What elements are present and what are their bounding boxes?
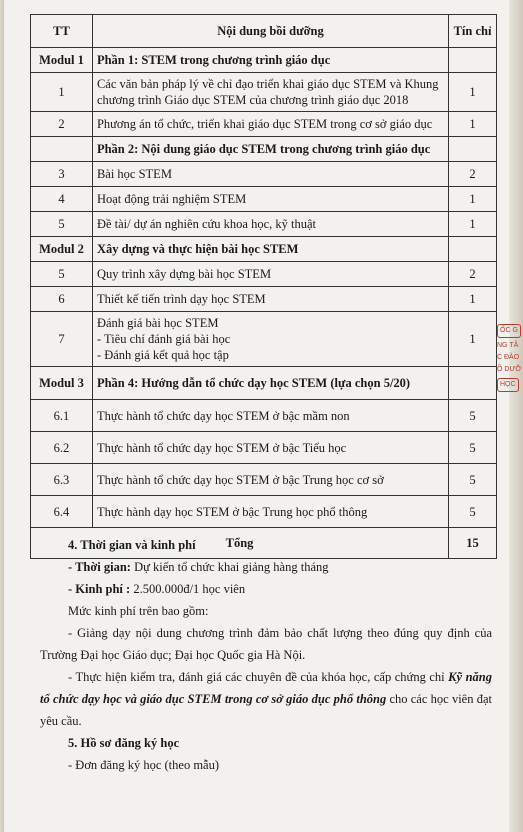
row-content: Thực hành tổ chức dạy học STEM ở bậc mầm non [92,400,448,432]
row-tt: 6.1 [31,400,93,432]
time-label: Thời gian: [75,560,131,574]
row-credit [449,48,497,73]
table-row [31,464,497,496]
fee-includes: Mức kinh phí trên bao gồm: [68,604,209,618]
row-tt: 5 [31,212,93,237]
row-content: Thiết kế tiến trình dạy học STEM [92,287,448,312]
section-5-heading: 5. Hồ sơ đăng ký học [68,736,180,750]
row-content: Các văn bản pháp lý về chỉ đạo triển khai giáo dục STEM và Khung chương trình Giáo dục STEM của chương trình giáo dục 2018 [92,73,448,112]
row-credit: 1 [449,312,497,367]
table-row [31,312,497,367]
table-row [31,48,497,73]
row-content: Phương án tổ chức, triển khai giáo dục STEM trong cơ sở giáo dục [92,112,448,137]
stamp-line: Ồ DƯỠ [497,366,522,373]
row-credit: 2 [449,162,497,187]
row-credit: 5 [449,496,497,528]
table-row [31,367,497,400]
row-credit [449,237,497,262]
document-page [4,0,518,832]
row-credit: 1 [449,187,497,212]
stamp-line: NG TÂ [497,342,519,349]
row-content: Phần 4: Hướng dẫn tổ chức dạy học STEM (lựa chọn 5/20) [92,367,448,400]
row-content: Bài học STEM [92,162,448,187]
fee-label: Kinh phí : [75,582,131,596]
red-stamp [497,322,523,422]
row-tt: 3 [31,162,93,187]
total-value: 15 [449,528,497,559]
row-tt: 1 [31,73,93,112]
table-row [31,162,497,187]
header-tt: TT [31,15,93,48]
section-4-heading: 4. Thời gian và kinh phí [68,538,196,552]
row-credit: 1 [449,212,497,237]
row-content: Xây dựng và thực hiện bài học STEM [92,237,448,262]
row-content: Thực hành tổ chức dạy học STEM ở bậc Tiểu học [92,432,448,464]
header-content: Nội dung bồi dưỡng [92,15,448,48]
row-credit: 1 [449,73,497,112]
row-content: Hoạt động trải nghiệm STEM [92,187,448,212]
stamp-line: C ĐÀO [497,354,520,361]
table-row [31,287,497,312]
document-body [40,534,492,776]
table-row [31,432,497,464]
row-credit [449,367,497,400]
time-line: - Thời gian: Dự kiến tổ chức khai giảng hàng tháng [68,560,329,574]
table-row [31,73,497,112]
row-content: Thực hành dạy học STEM ở bậc Trung học phổ thông [92,496,448,528]
row-content: Phần 2: Nội dung giáo dục STEM trong chương trình giáo dục [92,137,448,162]
curriculum-table [30,14,497,559]
table-header-row [31,15,497,48]
row-content: Đề tài/ dự án nghiên cứu khoa học, kỹ thuật [92,212,448,237]
header-credit: Tín chỉ [449,15,497,48]
row-content [92,312,448,367]
table-row [31,187,497,212]
bullet-2 [40,666,492,732]
row-credit: 1 [449,287,497,312]
bullet-2-text: - Thực hiện kiểm tra, đánh giá các chuyên đề của khóa học, cấp chứng chỉ [68,670,449,684]
row-credit: 2 [449,262,497,287]
row-content: Phần 1: STEM trong chương trình giáo dục [92,48,448,73]
row-tt: 6.3 [31,464,93,496]
section-5-item: - Đơn đăng ký học (theo mẫu) [68,758,220,772]
row-credit: 5 [449,400,497,432]
fee-line: - Kinh phí : 2.500.000đ/1 học viên [68,582,246,596]
time-text: Dự kiến tổ chức khai giảng hàng tháng [130,560,329,574]
row-tt: 6 [31,287,93,312]
stamp-line: ỐC G [497,324,521,338]
row-content: Quy trình xây dựng bài học STEM [92,262,448,287]
row-tt: 6.4 [31,496,93,528]
bullet-2-tail: cho các học viên đạt yêu cầu. [40,692,492,728]
table-row [31,237,497,262]
table-row [31,212,497,237]
table-row [31,137,497,162]
row-credit [449,137,497,162]
row-content: Thực hành tổ chức dạy học STEM ở bậc Trung học cơ sở [92,464,448,496]
certificate-name: Kỹ năng tổ chức dạy học và giáo dục STEM trong cơ sở giáo dục phổ thông [40,670,492,706]
bullet-1: - Giảng dạy nội dung chương trình đảm bảo chất lượng theo đúng quy định của Trường Đại học Giáo dục; Đại học Quốc gia Hà Nội. [40,626,492,662]
content-line: - Tiêu chí đánh giá bài học [96,332,231,346]
row-tt: Modul 1 [31,48,93,73]
table-row [31,262,497,287]
table-row [31,496,497,528]
table-row [31,400,497,432]
fee-text: 2.500.000đ/1 học viên [130,582,246,596]
row-tt: 2 [31,112,93,137]
row-credit: 1 [449,112,497,137]
row-tt: 5 [31,262,93,287]
row-tt: 6.2 [31,432,93,464]
row-tt: Modul 3 [31,367,93,400]
stamp-line: HỌC [497,378,519,392]
row-credit: 5 [449,432,497,464]
total-label: Tổng [31,528,449,559]
row-tt: Modul 2 [31,237,93,262]
row-tt [31,137,93,162]
row-tt: 7 [31,312,93,367]
content-line: Đánh giá bài học STEM [96,316,219,330]
table-row [31,112,497,137]
row-credit: 5 [449,464,497,496]
row-tt: 4 [31,187,93,212]
content-line: - Đánh giá kết quả học tập [96,348,229,362]
